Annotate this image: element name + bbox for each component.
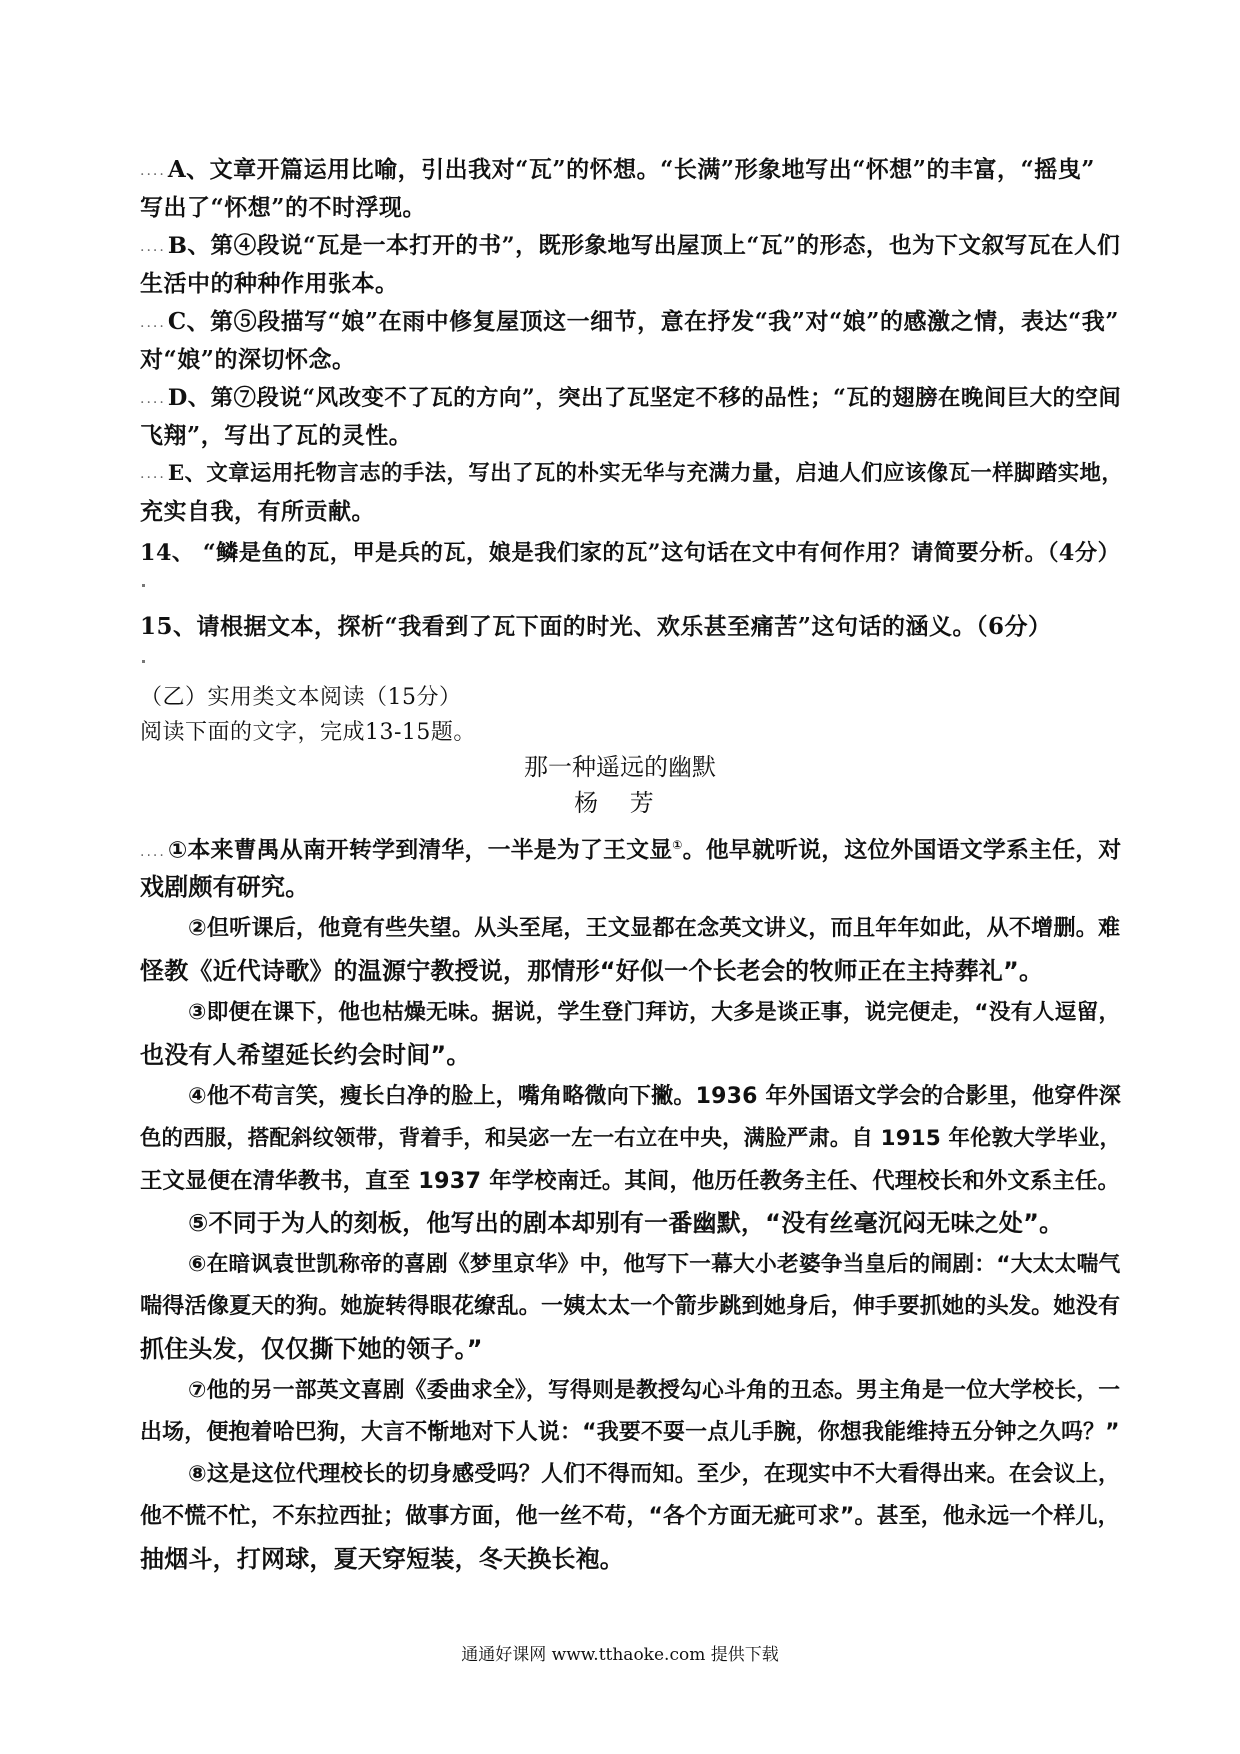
paragraph-3-text: ③即便在课下，他也枯燥无味。据说，学生登门拜访，大多是谈正事，说完便走，“没有人逗留， <box>188 1000 1121 1025</box>
leader-dots: .... <box>140 163 166 179</box>
answer-space-mark <box>142 584 145 587</box>
paragraph-6-line3 <box>140 1334 483 1364</box>
paragraph-1-line2 <box>140 872 309 902</box>
option-a-text-cont: 写出了“怀想”的不时浮现。 <box>140 194 426 221</box>
paragraph-2-text: ②但听课后，他竟有些失望。从头至尾，王文显都在念英文讲义，而且年年如此，从不增删。难 <box>188 916 1121 941</box>
paragraph-3-text-cont: 也没有人希望延长约会时间”。 <box>140 1041 471 1069</box>
option-c-line1 <box>140 307 1119 338</box>
paragraph-8-text-cont: 他不慌不忙，不东拉西扯；做事方面，他一丝不苟，“各个方面无疵可求”。甚至，他永远一个样儿， <box>140 1504 1120 1529</box>
paragraph-6-line1 <box>188 1250 1120 1280</box>
paragraph-4-text-cont: 色的西服，搭配斜纹领带，背着手，和吴宓一左一右立在中央，满脸严肃。自 1915 年伦敦大学毕业， <box>140 1126 1122 1151</box>
leader-dots: .... <box>140 843 166 860</box>
option-d-text-cont: 飞翔”，写出了瓦的灵性。 <box>140 422 413 449</box>
paragraph-2-text-cont: 怪教《近代诗歌》的温源宁教授说，那情形“好似一个长老会的牧师正在主持葬礼”。 <box>140 957 1044 985</box>
paragraph-1-text: ①本来曹禺从南开转学到清华，一半是为了王文显 <box>167 837 673 864</box>
answer-space-mark <box>142 660 145 663</box>
leader-dots: .... <box>140 391 166 407</box>
paragraph-4-text: ④他不苟言笑，瘦长白净的脸上，嘴角略微向下撇。1936 年外国语文学会的合影里，他穿件深 <box>188 1084 1121 1109</box>
article-author: 杨 芳 <box>574 789 666 817</box>
option-b-line2 <box>140 269 399 299</box>
question-14-text: 14、 “鳞是鱼的瓦，甲是兵的瓦，娘是我们家的瓦”这句话在文中有何作用？请简要分析。（4分） <box>140 540 1121 566</box>
paragraph-1-line1 <box>140 830 1121 867</box>
option-c-line2 <box>140 345 355 375</box>
paragraph-3-line1 <box>188 998 1120 1028</box>
option-b-line1 <box>140 231 1120 262</box>
paragraph-8-text-end: 抽烟斗，打网球，夏天穿短装，冬天换长袍。 <box>140 1545 624 1573</box>
paragraph-6-text-end: 抓住头发，仅仅撕下她的领子。” <box>140 1335 483 1363</box>
paragraph-8-text: ⑧这是这位代理校长的切身感受吗？人们不得而知。至少，在现实中不大看得出来。在会议上， <box>188 1462 1121 1487</box>
leader-dots: .... <box>140 239 166 255</box>
option-b-text-cont: 生活中的种种作用张本。 <box>140 270 399 297</box>
option-c-text: C、第⑤段描写“娘”在雨中修复屋顶这一细节，意在抒发“我”对“娘”的感激之情，表达“我” <box>167 308 1119 335</box>
option-a-line1 <box>140 155 1095 186</box>
paragraph-5-text: ⑤不同于为人的刻板，他写出的剧本却别有一番幽默，“没有丝毫沉闷无味之处”。 <box>188 1209 1064 1237</box>
reading-instruction <box>140 718 476 748</box>
leader-dots: .... <box>140 466 166 482</box>
paragraph-7-text: ⑦他的另一部英文喜剧《委曲求全》，写得则是教授勾心斗角的丑态。男主角是一位大学校长，一 <box>188 1378 1121 1403</box>
section-heading <box>140 683 462 713</box>
leader-dots: .... <box>140 315 166 331</box>
paragraph-4-text-end: 王文显便在清华教书，直至 1937 年学校南迁。其间，他历任教务主任、代理校长和外文系主任。 <box>140 1168 1121 1194</box>
section-heading-text: （乙）实用类文本阅读（15分） <box>140 685 462 710</box>
option-b-text: B、第④段说“瓦是一本打开的书”，既形象地写出屋顶上“瓦”的形态，也为下文叙写瓦在人们 <box>167 233 1121 259</box>
paragraph-8-line1 <box>188 1460 1120 1490</box>
footnote-marker: ① <box>672 838 683 852</box>
paragraph-1-text-cont: 。他早就听说，这位外国语文学系主任，对 <box>682 837 1122 864</box>
option-e-line1 <box>140 459 1123 489</box>
paragraph-2-line1 <box>188 914 1120 944</box>
paragraph-7-line1 <box>188 1376 1120 1406</box>
question-15 <box>140 612 1051 642</box>
paragraph-6-text-cont: 喘得活像夏天的狗。她旋转得眼花缭乱。一姨太太一个箭步跳到她身后，伸手要抓她的头发。她没有 <box>140 1294 1121 1319</box>
paragraph-7-line2 <box>140 1418 1120 1448</box>
paragraph-6-text: ⑥在暗讽袁世凯称帝的喜剧《梦里京华》中，他写下一幕大小老婆争当皇后的闹剧：“大太太喘气 <box>188 1252 1121 1277</box>
paragraph-4-line2 <box>140 1124 1121 1154</box>
reading-instruction-text: 阅读下面的文字，完成13-15题。 <box>140 720 476 745</box>
option-d-line2 <box>140 421 412 451</box>
article-title: 那一种遥远的幽默 <box>524 753 716 781</box>
option-d-text: D、第⑦段说“风改变不了瓦的方向”，突出了瓦坚定不移的品性；“瓦的翅膀在晚间巨大的空间 <box>167 385 1122 411</box>
page-footer: 通通好课网 www.tthaoke.com 提供下载 <box>461 1645 779 1665</box>
paragraph-2-line2 <box>140 956 1043 986</box>
option-e-line2 <box>140 497 375 527</box>
question-15-text: 15、请根据文本，探析“我看到了瓦下面的时光、欢乐甚至痛苦”这句话的涵义。（6分） <box>140 613 1052 640</box>
paragraph-5 <box>188 1208 1063 1238</box>
paragraph-8-line3 <box>140 1544 624 1574</box>
option-a-line2 <box>140 193 426 223</box>
paragraph-8-line2 <box>140 1502 1120 1532</box>
option-c-text-cont: 对“娘”的深切怀念。 <box>140 346 356 373</box>
option-a-text: A、文章开篇运用比喻，引出我对“瓦”的怀想。“长满”形象地写出“怀想”的丰富，“摇曳” <box>167 156 1095 183</box>
option-d-line1 <box>140 383 1121 414</box>
paragraph-4-line1 <box>188 1082 1121 1112</box>
paragraph-4-line3 <box>140 1166 1120 1196</box>
paragraph-3-line2 <box>140 1040 471 1070</box>
question-14 <box>140 538 1120 568</box>
paragraph-7-text-cont: 出场，便抱着哈巴狗，大言不惭地对下人说：“我要不耍一点儿手腕，你想我能维持五分钟之久吗？” <box>140 1420 1120 1445</box>
paragraph-1-text-end: 戏剧颇有研究。 <box>140 873 310 901</box>
option-e-text: E、文章运用托物言志的手法，写出了瓦的朴实无华与充满力量，启迪人们应该像瓦一样脚踏实地， <box>167 461 1124 486</box>
option-e-text-cont: 充实自我，有所贡献。 <box>140 498 375 525</box>
paragraph-6-line2 <box>140 1292 1120 1322</box>
